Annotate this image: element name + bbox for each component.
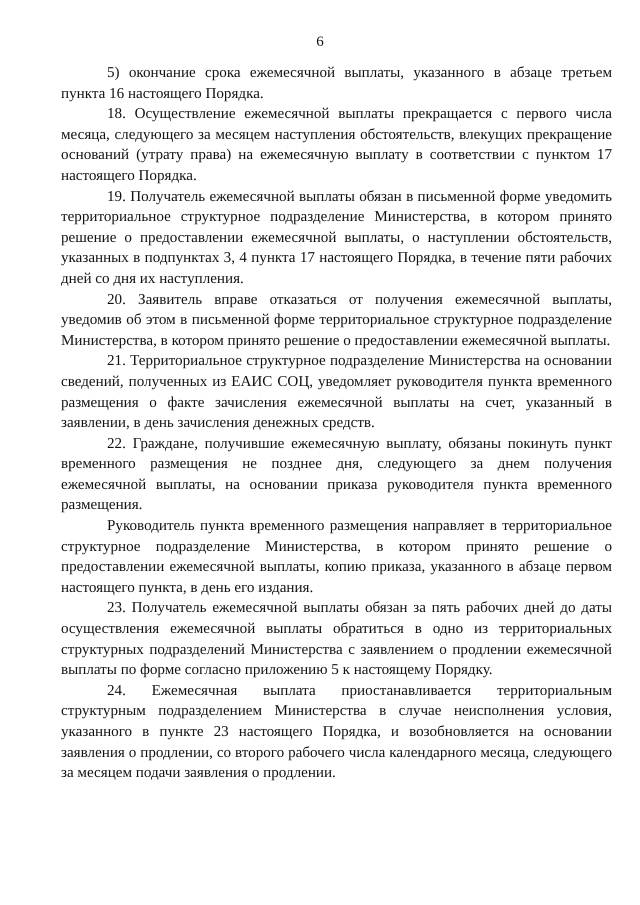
document-body [61, 63, 612, 784]
paragraph-22-second-abzac: Руководитель пункта временного размещения направляет в территориальное структурное подразделение Министерства, в котором принято решение о предоставлении ежемесячной выплаты, копию приказа, указанного в абзаце первом настоящего пункта, в день его издания. [61, 518, 612, 596]
paragraph-22: 22. Граждане, получившие ежемесячную выплату, обязаны покинуть пункт временного размещения не позднее дня, следующего за днем получения ежемесячной выплаты, на основании приказа руководителя пункта временного размещения. [61, 435, 612, 514]
paragraph-24: 24. Ежемесячная выплата приостанавливается территориальным структурным подразделением Министерства в случае неисполнения условия, указанного в пункте 23 настоящего Порядка, и возобновляется на основании заявления о продлении, со второго рабочего числа календарного месяца, следующего за месяцем подачи заявления о продлении. [61, 682, 612, 782]
paragraph-18: 18. Осуществление ежемесячной выплаты прекращается с первого числа месяца, следующего за месяцем наступления обстоятельств, влекущих прекращение оснований (утрату права) на ежемесячную выплату в соответствии с пунктом 17 настоящего Порядка. [61, 106, 612, 184]
paragraph-19: 19. Получатель ежемесячной выплаты обязан в письменной форме уведомить территориальное структурное подразделение Министерства, в котором принято решение о предоставлении ежемесячной выплаты, о наступлении обстоятельств, указанных в подпунктах 3, 4 пункта 17 настоящего Порядка, в течение пяти рабочих дней со дня их наступления. [61, 188, 612, 287]
paragraph-23: 23. Получатель ежемесячной выплаты обязан за пять рабочих дней до даты осуществления ежемесячной выплаты обратиться в одно из территориальных структурных подразделений Министерства с заявлением о продлении ежемесячной выплаты по форме согласно приложению 5 к настоящему Порядку. [61, 600, 612, 679]
page-number: 6 [316, 34, 324, 50]
paragraph-20: 20. Заявитель вправе отказаться от получения ежемесячной выплаты, уведомив об этом в письменной форме территориальное структурное подразделение Министерства, в котором принято решение о предоставлении ежемесячной выплаты. [61, 291, 612, 349]
paragraph-21: 21. Территориальное структурное подразделение Министерства на основании сведений, полученных из ЕАИС СОЦ, уведомляет руководителя пункта временного размещения о факте зачисления ежемесячной выплаты на счет, указанный в заявлении, в день зачисления денежных средств. [61, 353, 612, 432]
paragraph-item-5-subpoint: 5) окончание срока ежемесячной выплаты, указанного в абзаце третьем пункта 16 настоящего Порядка. [61, 65, 612, 102]
